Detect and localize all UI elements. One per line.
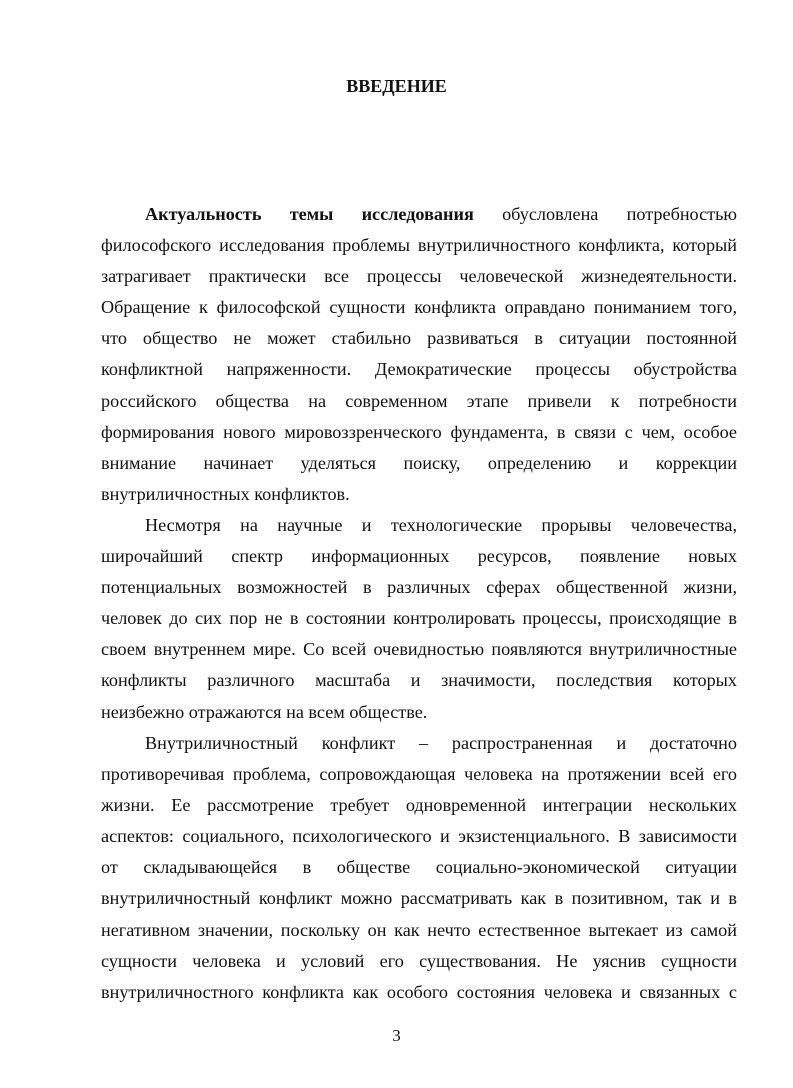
text-line: аспектов: социального, психологического и экзистенциального. В зависимости [101, 826, 737, 847]
text-line: Обращение к философской сущности конфликта оправдано пониманием того, [101, 297, 737, 318]
text-line: формирования нового мировоззренческого фундамента, в связи с чем, особое [101, 421, 737, 442]
page-number: 3 [392, 1026, 401, 1045]
text-line: человек до сих пор не в состоянии контролировать процессы, происходящие в [101, 608, 737, 629]
paragraph-progress [101, 510, 737, 728]
paragraph-relevance [101, 199, 737, 510]
text-line: Внутриличностный конфликт – распространенная и достаточно [145, 733, 737, 753]
text-line: широчайший спектр информационных ресурсов, появление новых [101, 546, 737, 567]
text-line: от складывающейся в обществе социально-экономической ситуации [101, 857, 737, 878]
text-line: внимание начинает уделяться поиску, определению и коррекции [101, 452, 737, 473]
text-line: конфликты различного масштаба и значимости, последствия которых [101, 670, 737, 691]
text-line: внутриличностный конфликт можно рассматривать как в позитивном, так и в [101, 888, 737, 909]
text-line: сущности человека и условий его существования. Не уяснив сущности [101, 950, 737, 971]
text-line: потенциальных возможностей в различных сферах общественной жизни, [101, 577, 737, 598]
bold-lead-text: Актуальность темы исследования [145, 204, 474, 224]
text-line: затрагивает практически все процессы человеческой жизнедеятельности. [101, 266, 737, 287]
line-text: обусловлена потребностью [502, 204, 738, 224]
text-line: конфликтной напряженности. Демократические процессы обустройства [101, 359, 737, 380]
page-heading: ВВЕДЕНИЕ [346, 76, 447, 96]
text-line: внутриличностных конфликтов. [101, 483, 350, 504]
text-line: философского исследования проблемы внутриличностного конфликта, который [101, 235, 737, 256]
text-line: неизбежно отражаются на всем обществе. [101, 701, 428, 722]
text-line [101, 199, 737, 230]
text-line: жизни. Ее рассмотрение требует одновременной интеграции нескольких [101, 795, 737, 816]
text-line: внутриличностного конфликта как особого состояния человека и связанных с [101, 981, 737, 1002]
text-line: негативном значении, поскольку он как нечто естественное вытекает из самой [101, 919, 737, 940]
text-line: своем внутреннем мире. Со всей очевидностью появляются внутриличностные [101, 639, 737, 660]
text-line: Несмотря на научные и технологические прорывы человечества, [145, 515, 737, 535]
paragraph-conflict [101, 728, 737, 1008]
text-line: российского общества на современном этапе привели к потребности [101, 390, 737, 411]
text-line: что общество не может стабильно развиваться в ситуации постоянной [101, 328, 737, 349]
text-line: противоречивая проблема, сопровождающая человека на протяжении всей его [101, 764, 737, 785]
